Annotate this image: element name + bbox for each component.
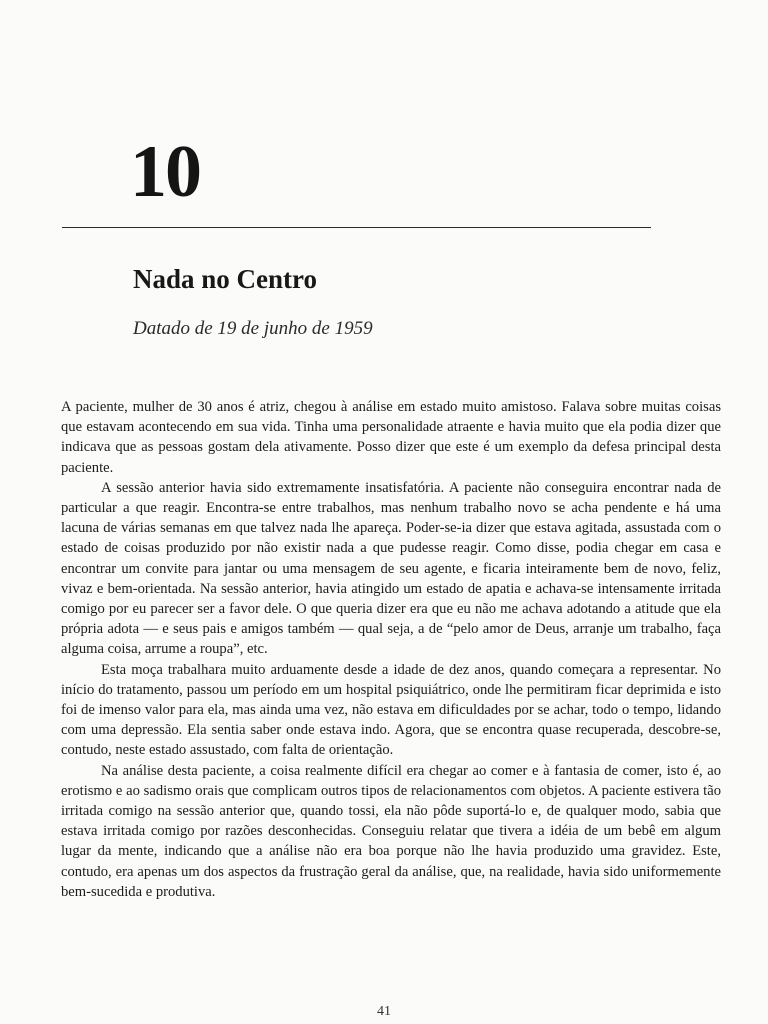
chapter-body — [61, 397, 721, 902]
paragraph: A paciente, mulher de 30 anos é atriz, chegou à análise em estado muito amistoso. Falava sobre muitas coisas que estavam acontecendo em sua vida. Tinha uma personalidade atraente e havia muito que ela podia dizer que indicava que as pessoas gostam dela ativamente. Posso dizer que este é um exemplo da defesa principal desta paciente. — [61, 399, 721, 476]
paragraph: Na análise desta paciente, a coisa realmente difícil era chegar ao comer e à fantasia de comer, isto é, ao erotismo e ao sadismo orais que complicam outros tipos de relacionamentos com objetos. A paciente estivera tão irritada comigo na sessão anterior que, quando tossi, ela não pôde suportá-lo e, de qualquer modo, sabia que estava irritada comigo por razões desconhecidas. Conseguiu relatar que tivera a idéia de um bebê em algum lugar da mente, indicando que a análise não era boa porque não lhe havia produzido uma gravidez. Este, contudo, era apenas um dos aspectos da frustração geral da análise, que, na realidade, havia sido uniformemente bem-sucedida e produtiva. — [61, 762, 721, 900]
paragraph: A sessão anterior havia sido extremamente insatisfatória. A paciente não conseguira encontrar nada de particular a que reagir. Encontra-se entre trabalhos, mas nenhum trabalho novo se acha pendente e há uma lacuna de várias semanas em que talvez nada lhe apareça. Poder-se-ia dizer que estava agitada, assustada com o estado de coisas produzido por não existir nada a que pudesse reagir. Como disse, podia chegar em casa e encontrar um convite para jantar ou uma mensagem de seu agente, e ficaria inteiramente bem de novo, feliz, vivaz e bem-orientada. Na sessão anterior, havia atingido um estado de apatia e achava-se intensamente irritada comigo por eu parecer ser a favor dele. O que queria dizer era que eu não me achava adotando a atitude que ela própria adota — e seus pais e amigos também — qual seja, a de “pelo amor de Deus, arranje um trabalho, faça alguma coisa, arrume a roupa”, etc. — [61, 479, 721, 658]
page-number: 41 — [377, 1004, 391, 1019]
chapter-date: Datado de 19 de junho de 1959 — [133, 318, 373, 339]
chapter-number: 10 — [130, 131, 200, 213]
paragraph: Esta moça trabalhara muito arduamente desde a idade de dez anos, quando começara a representar. No início do tratamento, passou um período em um hospital psiquiátrico, onde lhe permitiram ficar deprimida e isto foi de imenso valor para ela, mas ainda uma vez, não estava em dificuldades por se achar, todo o tempo, lidando com uma depressão. Ela sentia saber onde estava indo. Agora, que se encontra quase recuperada, descobre-se, contudo, neste estado assustado, com falta de orientação. — [61, 661, 721, 759]
chapter-title: Nada no Centro — [133, 264, 318, 294]
chapter-divider — [62, 227, 651, 228]
